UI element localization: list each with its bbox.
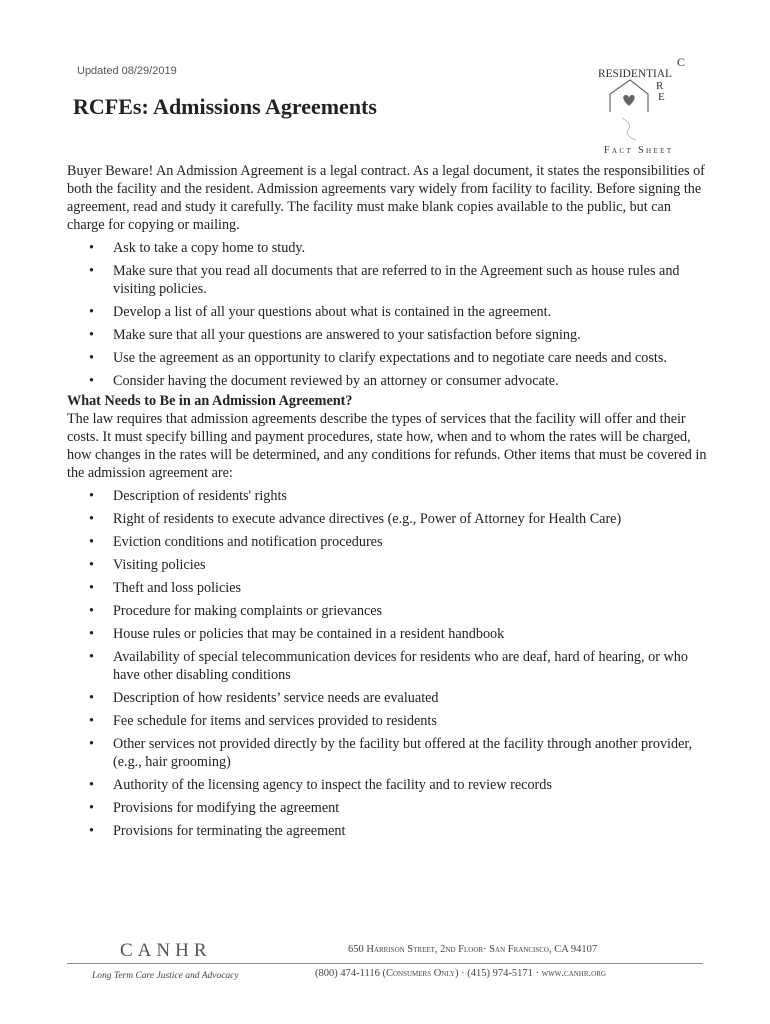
list-item: • Eviction conditions and notification procedures	[67, 533, 707, 551]
section-heading: What Needs to Be in an Admission Agreement?	[67, 393, 353, 409]
logo-letter-r: R	[656, 80, 664, 92]
list-item: • Develop a list of all your questions about what is contained in the agreement.	[67, 303, 707, 321]
logo-letter-e: E	[658, 91, 665, 103]
tips-list	[67, 239, 707, 390]
updated-date: Updated 08/29/2019	[77, 65, 177, 77]
list-item: • Right of residents to execute advance directives (e.g., Power of Attorney for Health Care)	[67, 510, 707, 528]
list-item: • Authority of the licensing agency to inspect the facility and to review records	[67, 776, 707, 794]
footer-address: 650 Harrison Street, 2nd Floor· San Francisco, CA 94107	[348, 944, 598, 955]
list-item: • Other services not provided directly by the facility but offered at the facility through another provider, (e.g., hair grooming)	[67, 735, 707, 771]
list-item: • Fee schedule for items and services provided to residents	[67, 712, 707, 730]
list-item: • Provisions for modifying the agreement	[67, 799, 707, 817]
logo-word-residential: RESIDENTIAL	[598, 66, 672, 80]
list-item: • Visiting policies	[67, 556, 707, 574]
document-body	[67, 162, 707, 840]
list-item: • Provisions for terminating the agreement	[67, 822, 707, 840]
house-icon	[610, 80, 648, 112]
list-item: • Use the agreement as an opportunity to clarify expectations and to negotiate care needs and costs.	[67, 349, 707, 367]
list-item: • Consider having the document reviewed by an attorney or consumer advocate.	[67, 372, 707, 390]
list-item: • Description of residents' rights	[67, 487, 707, 505]
footer-divider	[67, 963, 703, 964]
list-item: • House rules or policies that may be contained in a resident handbook	[67, 625, 707, 643]
list-item: • Procedure for making complaints or grievances	[67, 602, 707, 620]
section-intro-paragraph: The law requires that admission agreements describe the types of services that the facility will offer and their costs. It must specify billing and payment procedures, state how, when and to whom the rates will be charged, how changes in the rates will be determined, and any conditions for refunds. Other items that must be covered in the admission agreement are:	[67, 411, 707, 481]
logo-letter-c: C	[677, 55, 686, 69]
path-swirl-icon	[622, 118, 636, 140]
intro-paragraph: Buyer Beware! An Admission Agreement is a legal contract. As a legal document, it states the responsibilities of both the facility and the resident. Admission agreements vary widely from facility to facility. Before signing the agreement, read and study it carefully. The facility must make blank copies available to the public, but can charge for copying or mailing.	[67, 163, 705, 233]
list-item: • Ask to take a copy home to study.	[67, 239, 707, 257]
list-item: • Availability of special telecommunication devices for residents who are deaf, hard of hearing, or who have other disabling conditions	[67, 648, 707, 684]
heart-icon	[623, 95, 634, 106]
list-item: • Description of how residents’ service needs are evaluated	[67, 689, 707, 707]
list-item: • Make sure that all your questions are answered to your satisfaction before signing.	[67, 326, 707, 344]
page-title: RCFEs: Admissions Agreements	[73, 94, 377, 119]
requirements-list	[67, 487, 707, 840]
footer-org-name: CANHR	[120, 940, 212, 961]
list-item: • Make sure that you read all documents that are referred to in the Agreement such as house rules and visiting policies.	[67, 262, 707, 298]
footer-tagline: Long Term Care Justice and Advocacy	[92, 971, 239, 981]
residential-care-logo	[592, 52, 702, 162]
footer-contact: (800) 474-1116 (Consumers Only) · (415) 974-5171 · www.canhr.org	[315, 968, 606, 979]
logo-fact-sheet: Fact Sheet	[604, 145, 674, 156]
list-item: • Theft and loss policies	[67, 579, 707, 597]
